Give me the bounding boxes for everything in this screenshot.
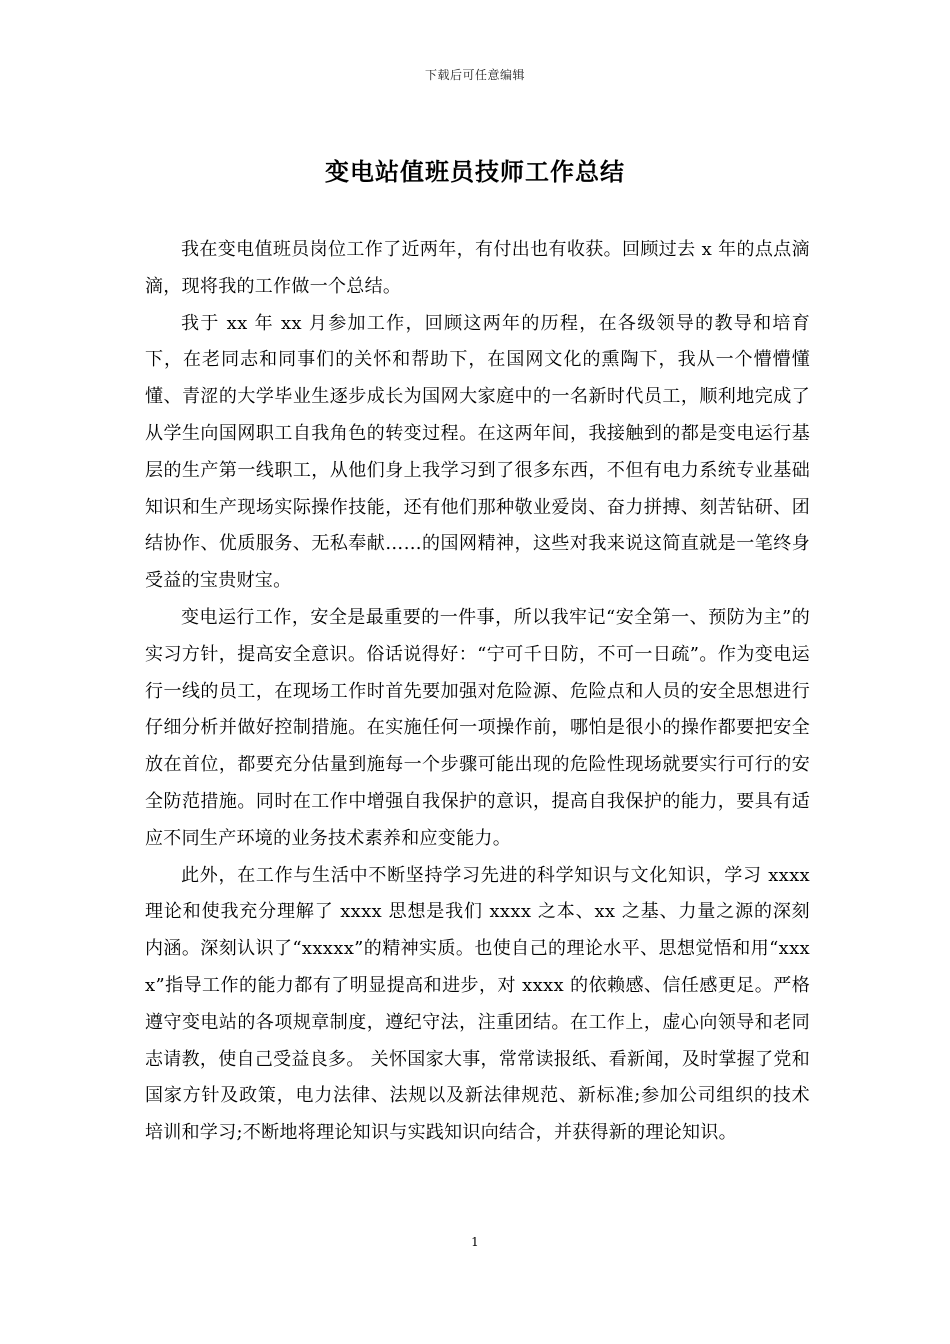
paragraph: 我在变电值班员岗位工作了近两年，有付出也有收获。回顾过去 x 年的点点滴滴，现将我的工作做一个总结。 <box>145 239 810 297</box>
header-note: 下载后可任意编辑 <box>424 68 525 82</box>
page-number: 1 <box>471 1235 479 1249</box>
document-title: 变电站值班员技师工作总结 <box>325 158 625 186</box>
document-body <box>145 232 810 1152</box>
paragraph: 变电运行工作，安全是最重要的一件事，所以我牢记“安全第一、预防为主”的实习方针，提高安全意识。俗话说得好：“宁可千日防，不可一日疏”。作为变电运行一线的员工，在现场工作时首先要加强对危险源、危险点和人员的安全思想进行仔细分析并做好控制措施。在实施任何一项操作前，哪怕是很小的操作都要把安全放在首位，都要充分估量到施每一个步骤可能出现的危险性现场就要实行可行的安全防范措施。同时在工作中增强自我保护的意识，提高自我保护的能力，要具有适应不同生产环境的业务技术素养和应变能力。 <box>145 606 810 849</box>
paragraph: 此外，在工作与生活中不断坚持学习先进的科学知识与文化知识，学习 xxxx 理论和使我充分理解了 xxxx 思想是我们 xxxx 之本、xx 之基、力量之源的深刻内涵。深刻认识了“xxxxx”的精神实质。也使自己的理论水平、思想觉悟和用“xxxx”指导工作的能力都有了明显提高和进步，对 xxxx 的依赖感、信任感更足。严格遵守变电站的各项规章制度，遵纪守法，注重团结。在工作上，虚心向领导和老同志请教，使自己受益良多。 关怀国家大事，常常读报纸、看新闻，及时掌握了党和国家方针及政策，电力法律、法规以及新法律规范、新标准;参加公司组织的技术培训和学习;不断地将理论知识与实践知识向结合，并获得新的理论知识。 <box>145 864 810 1144</box>
paragraph: 我于 xx 年 xx 月参加工作，回顾这两年的历程，在各级领导的教导和培育下，在老同志和同事们的关怀和帮助下，在国网文化的熏陶下，我从一个懵懵懂懂、青涩的大学毕业生逐步成长为国网大家庭中的一名新时代员工，顺利地完成了从学生向国网职工自我角色的转变过程。在这两年间，我接触到的都是变电运行基层的生产第一线职工，从他们身上我学习到了很多东西，不但有电力系统专业基础知识和生产现场实际操作技能，还有他们那种敬业爱岗、奋力拼搏、刻苦钻研、团结协作、优质服务、无私奉献……的国网精神，这些对我来说这简直就是一笔终身受益的宝贵财宝。 <box>145 312 810 592</box>
